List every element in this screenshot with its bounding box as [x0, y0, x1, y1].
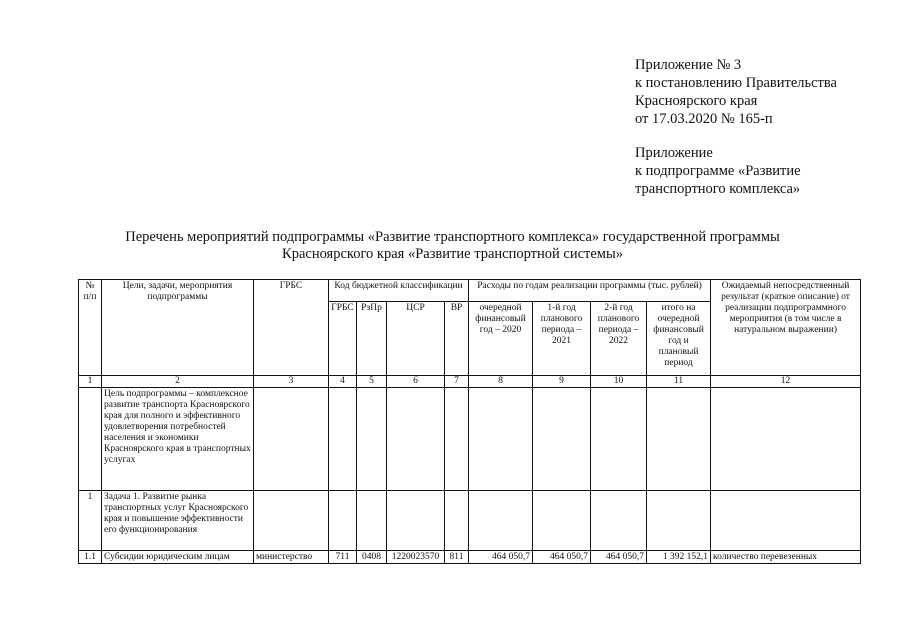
header-code-csr: ЦСР	[387, 302, 445, 376]
column-number-row	[79, 376, 861, 388]
item-exp-2020: 464 050,7	[469, 551, 533, 564]
item-text: Субсидии юридическим лицам	[102, 551, 254, 564]
task-text: Задача 1. Развитие рынка транспортных услуг Красноярского края и повышение эффективности его функционирования	[102, 491, 254, 551]
task-row	[79, 491, 861, 551]
task-num: 1	[79, 491, 102, 551]
appendix-line-4: от 17.03.2020 № 165-п	[635, 111, 773, 127]
item-grbs: министерство	[254, 551, 329, 564]
appendix2-line-3: транспортного комплекса»	[635, 181, 801, 197]
appendix2-line-1: Приложение	[635, 145, 713, 161]
colnum-4: 4	[329, 376, 357, 388]
header-code-rzpr: РзПр	[357, 302, 387, 376]
item-exp-total: 1 392 152,1	[647, 551, 711, 564]
header-exp-2022: 2-й год планового периода – 2022	[591, 302, 647, 376]
item-result: количество перевезенных	[711, 551, 861, 564]
appendix-line-3: Красноярского края	[635, 93, 758, 109]
colnum-1: 1	[79, 376, 102, 388]
item-exp-2021: 464 050,7	[533, 551, 591, 564]
colnum-12: 12	[711, 376, 861, 388]
title-line-1: Перечень мероприятий подпрограммы «Развитие транспортного комплекса» государственной программы	[125, 229, 780, 245]
colnum-3: 3	[254, 376, 329, 388]
appendix-block	[635, 56, 895, 198]
appendix-line-1: Приложение № 3	[635, 57, 742, 73]
appendix-line-2: к постановлению Правительства	[635, 75, 837, 91]
item-row	[79, 551, 861, 564]
header-num: № п/п	[79, 280, 102, 376]
header-expenses: Расходы по годам реализации программы (тыс. рублей)	[469, 280, 711, 302]
item-code-rzpr: 0408	[357, 551, 387, 564]
header-result: Ожидаемый непосредственный результат (краткое описание) от реализации подпрограммного мероприятия (в том числе в натуральном выражении)	[711, 280, 861, 376]
header-goals: Цели, задачи, мероприятия подпрограммы	[102, 280, 254, 376]
item-num: 1.1	[79, 551, 102, 564]
header-code-vr: ВР	[445, 302, 469, 376]
goal-row	[79, 388, 861, 491]
colnum-5: 5	[357, 376, 387, 388]
header-code-grbs: ГРБС	[329, 302, 357, 376]
colnum-10: 10	[591, 376, 647, 388]
title-line-2: Красноярского края «Развитие транспортной системы»	[282, 246, 623, 262]
goal-text: Цель подпрограммы – комплексное развитие транспорта Красноярского края для полного и эффективного удовлетворения потребностей населения и экономики Красноярского края в транспортных услугах	[102, 388, 254, 491]
colnum-2: 2	[102, 376, 254, 388]
header-exp-2021: 1-й год планового периода – 2021	[533, 302, 591, 376]
colnum-11: 11	[647, 376, 711, 388]
header-grbs: ГРБС	[254, 280, 329, 376]
colnum-8: 8	[469, 376, 533, 388]
item-code-csr: 1220023570	[387, 551, 445, 564]
colnum-6: 6	[387, 376, 445, 388]
header-exp-total: итого на очередной финансовый год и плановый период	[647, 302, 711, 376]
colnum-9: 9	[533, 376, 591, 388]
item-exp-2022: 464 050,7	[591, 551, 647, 564]
colnum-7: 7	[445, 376, 469, 388]
document-title	[0, 229, 905, 263]
header-exp-2020: очередной финансовый год – 2020	[469, 302, 533, 376]
item-code-vr: 811	[445, 551, 469, 564]
measures-table	[78, 279, 861, 564]
header-budget-code: Код бюджетной классификации	[329, 280, 469, 302]
appendix2-line-2: к подпрограмме «Развитие	[635, 163, 801, 179]
item-code-grbs: 711	[329, 551, 357, 564]
